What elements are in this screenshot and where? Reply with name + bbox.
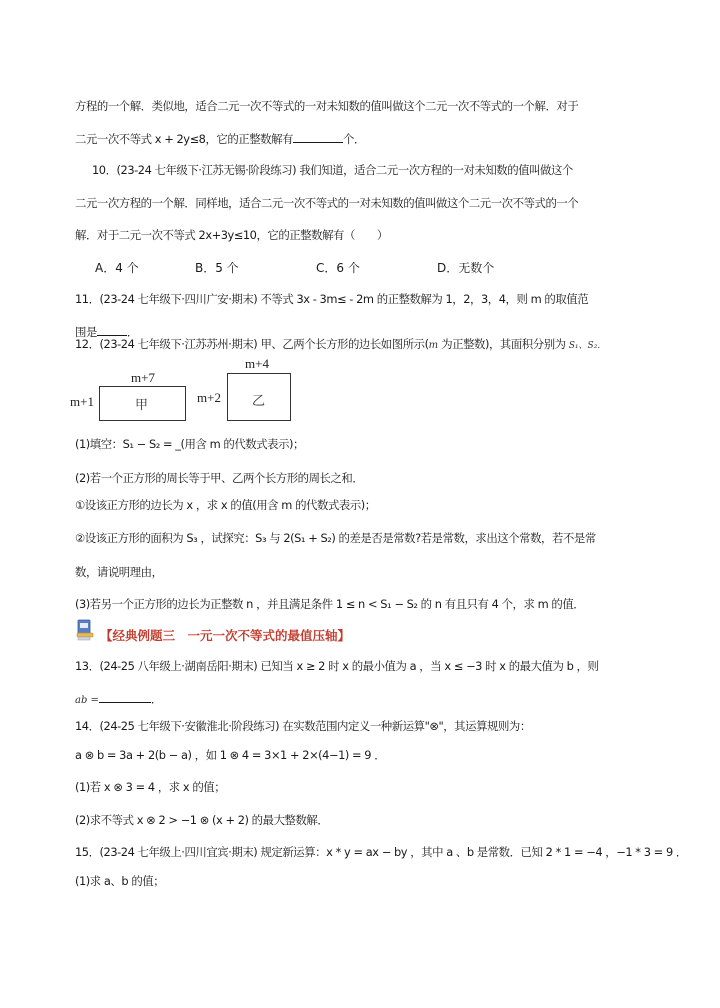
rect1-side-label: m+1	[70, 394, 94, 409]
q14-part1: (1)若 x ⊗ 3 = 4 ，求 x 的值；	[75, 780, 226, 794]
q13-text-line1: 13．(24-25 八年级上·湖南岳阳·期末) 已知当 x ≥ 2 时 x 的最小值为 a ，当 x ≤ −3 时 x 的最大值为 b ，则	[75, 659, 599, 673]
q12-part2-a: ①设该正方形的边长为 x ，求 x 的值(用含 m 的代数式表示)；	[75, 498, 376, 512]
q11-line2-post: ．	[126, 325, 138, 339]
q12-part1: (1)填空：S₁ − S₂ = _(用含 m 的代数式表示)；	[75, 437, 304, 451]
rect2-side-label: m+2	[197, 390, 221, 405]
q11-line2-pre: 围是	[75, 325, 97, 339]
q12-part2-b-line1: ②设该正方形的面积为 S₃ ，试探究：S₃ 与 2(S₁ + S₂) 的差是否是常数?若是常数，求出这个常数，若不是常	[75, 531, 596, 545]
q9-line2-post: 个．	[343, 132, 365, 146]
q13-text-line2	[75, 690, 162, 709]
q12-part2-b-line2: 数，请说明理由，	[75, 565, 163, 579]
q9-answer-blank[interactable]	[293, 130, 343, 143]
q10-option-d[interactable]: D．无数个	[437, 261, 495, 275]
q14-text-line2: a ⊗ b = 3a + 2(b − a) ，如 1 ⊗ 4 = 3×1 + 2×(4−1) = 9 ．	[75, 748, 386, 762]
book-icon	[76, 619, 94, 641]
q11-text-line1: 11．(23-24 七年级下·四川广安·期末) 不等式 3x - 3m≤ - 2m 的正整数解为 1，2，3，4，则 m 的取值范	[75, 292, 589, 306]
rect2-top-label: m+4	[245, 356, 269, 371]
q10-text-line2: 二元一次方程的一个解．同样地，适合二元一次不等式的一对未知数的值叫做这个二元一次不等式的一个	[75, 196, 579, 210]
q12-line1-mid: 为正整数)，其面积分别为	[438, 337, 569, 351]
q10-option-a[interactable]: A．4 个	[95, 261, 139, 275]
q14-text-line1: 14．(24-25 七年级下·安徽淮北·阶段练习) 在实数范围内定义一种新运算"⊗"，其运算规则为：	[75, 719, 531, 733]
q9-text-line1: 方程的一个解．类似地，适合二元一次不等式的一对未知数的值叫做这个二元一次不等式的一个解．对于	[75, 99, 579, 113]
q12-var-m: m	[428, 340, 439, 351]
q9-text-line2	[75, 130, 365, 147]
q12-part2: (2)若一个正方形的周长等于甲、乙两个长方形的周长之和．	[75, 471, 364, 485]
q12-line1-start: 12．(23-24 七年级下·江苏苏州·期末) 甲、乙两个长方形的边长如图所示(	[75, 337, 429, 351]
q12-line1-end: S₁、S₂．	[568, 341, 607, 351]
q10-text-line3: 解．对于二元一次不等式 2x+3y≤10，它的正整数解有（ ）	[75, 228, 388, 242]
q14-part2: (2)求不等式 x ⊗ 2 > −1 ⊗ (x + 2) 的最大整数解．	[75, 813, 329, 827]
q12-part3: (3)若另一个正方形的边长为正整数 n ，并且满足条件 1 ≤ n < S₁ − S₂ 的 n 有且只有 4 个，求 m 的值．	[75, 597, 585, 611]
q13-answer-blank[interactable]	[99, 690, 151, 703]
q15-part1: (1)求 a、b 的值；	[75, 874, 165, 888]
q12-text-line1	[75, 336, 606, 354]
q10-option-b[interactable]: B．5 个	[195, 261, 239, 275]
q13-line2-pre: ab =	[75, 695, 99, 706]
rect1-top-label: m+7	[131, 370, 155, 385]
q9-line2-pre: 二元一次不等式 x + 2y≤8，它的正整数解有	[75, 132, 293, 146]
q13-line2-post: ．	[150, 692, 162, 706]
rect1-name: 甲	[135, 398, 149, 413]
rect2-name: 乙	[252, 394, 266, 409]
q11-answer-blank[interactable]	[97, 323, 127, 336]
section-heading: 【经典例题三 一元一次不等式的最值压轴】	[100, 628, 351, 643]
q10-text-line1: 10．(23-24 七年级下·江苏无锡·阶段练习) 我们知道，适合二元一次方程的一对未知数的值叫做这个	[92, 163, 573, 177]
q15-text-line1: 15．(23-24 七年级上·四川宜宾·期末) 规定新运算：x * y = ax − by ，其中 a 、b 是常数．已知 2 * 1 = −4 ，−1 * 3 = 9 ．	[75, 845, 687, 859]
q10-option-c[interactable]: C．6 个	[316, 261, 360, 275]
